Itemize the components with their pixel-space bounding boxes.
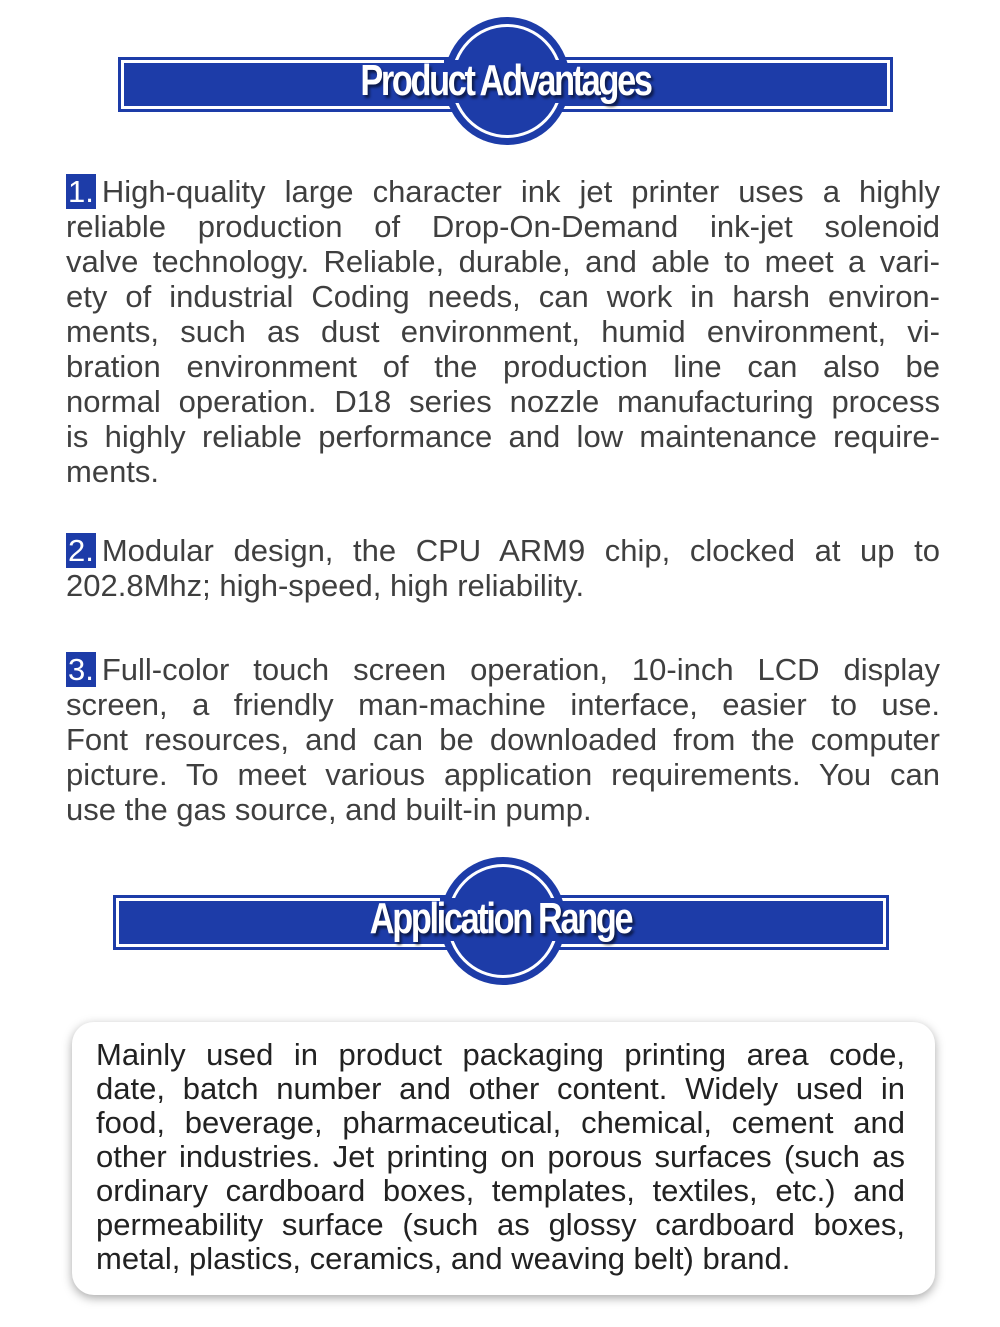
line-text: High-quality large character ink jet printer uses a highly xyxy=(101,174,940,209)
advantage-3 xyxy=(66,652,940,827)
text-line xyxy=(66,757,940,792)
line-text: Full-color touch screen operation, 10-inch LCD display xyxy=(101,652,940,687)
text-line xyxy=(66,209,940,244)
line-text: valve technology. Reliable, durable, and able to meet a vari- xyxy=(66,244,940,279)
text-line xyxy=(66,792,940,827)
text-line xyxy=(96,1038,905,1072)
text-line xyxy=(66,652,940,687)
line-text: Font resources, and can be downloaded from the computer xyxy=(66,722,940,757)
line-text: is highly reliable performance and low maintenance require- xyxy=(66,419,940,454)
section-title: Product Advantages xyxy=(360,56,651,105)
line-text: screen, a friendly man-machine interface, easier to use. xyxy=(66,687,940,722)
line-text: bration environment of the production line can also be xyxy=(66,349,940,384)
line-text: ordinary cardboard boxes, templates, textiles, etc.) and xyxy=(96,1173,905,1208)
item-number-badge: 2. xyxy=(68,533,94,568)
text-line xyxy=(66,244,940,279)
section-title: Application Range xyxy=(369,894,632,943)
line-text: date, batch number and other content. Widely used in xyxy=(96,1071,905,1106)
line-text: 202.8Mhz; high-speed, high reliability. xyxy=(66,568,585,603)
line-text: permeability surface (such as glossy cardboard boxes, xyxy=(96,1207,905,1242)
text-line xyxy=(96,1072,905,1106)
text-line xyxy=(66,722,940,757)
line-text: other industries. Jet printing on porous surfaces (such as xyxy=(96,1139,905,1174)
application-box xyxy=(72,1022,935,1295)
item-number-badge: 1. xyxy=(68,174,94,209)
line-text: ments, such as dust environment, humid environment, vi- xyxy=(66,314,940,349)
text-line xyxy=(96,1174,905,1208)
text-line xyxy=(66,349,940,384)
text-line xyxy=(66,568,940,603)
line-text: ments. xyxy=(66,454,160,489)
line-text: Mainly used in product packaging printing area code, xyxy=(96,1037,905,1072)
line-text: ety of industrial Coding needs, can work in harsh environ- xyxy=(66,279,940,314)
text-line xyxy=(66,314,940,349)
line-text: reliable production of Drop-On-Demand ink-jet solenoid xyxy=(66,209,940,244)
text-line xyxy=(66,419,940,454)
text-line xyxy=(66,384,940,419)
text-line xyxy=(96,1106,905,1140)
advantage-1 xyxy=(66,174,940,489)
line-text: use the gas source, and built-in pump. xyxy=(66,792,592,827)
text-line xyxy=(66,279,940,314)
text-line xyxy=(66,533,940,568)
text-line xyxy=(96,1208,905,1242)
line-text: metal, plastics, ceramics, and weaving belt) brand. xyxy=(96,1241,791,1276)
text-line xyxy=(66,687,940,722)
text-line xyxy=(66,454,940,489)
line-text: picture. To meet various application requirements. You can xyxy=(66,757,940,792)
advantage-2 xyxy=(66,533,940,603)
line-text: normal operation. D18 series nozzle manufacturing process xyxy=(66,384,940,419)
line-text: food, beverage, pharmaceutical, chemical, cement and xyxy=(96,1105,905,1140)
application-text xyxy=(96,1038,905,1276)
text-line xyxy=(96,1140,905,1174)
text-line xyxy=(66,174,940,209)
line-text: Modular design, the CPU ARM9 chip, clocked at up to xyxy=(101,533,940,568)
text-line xyxy=(96,1242,905,1276)
item-number-badge: 3. xyxy=(68,652,94,687)
